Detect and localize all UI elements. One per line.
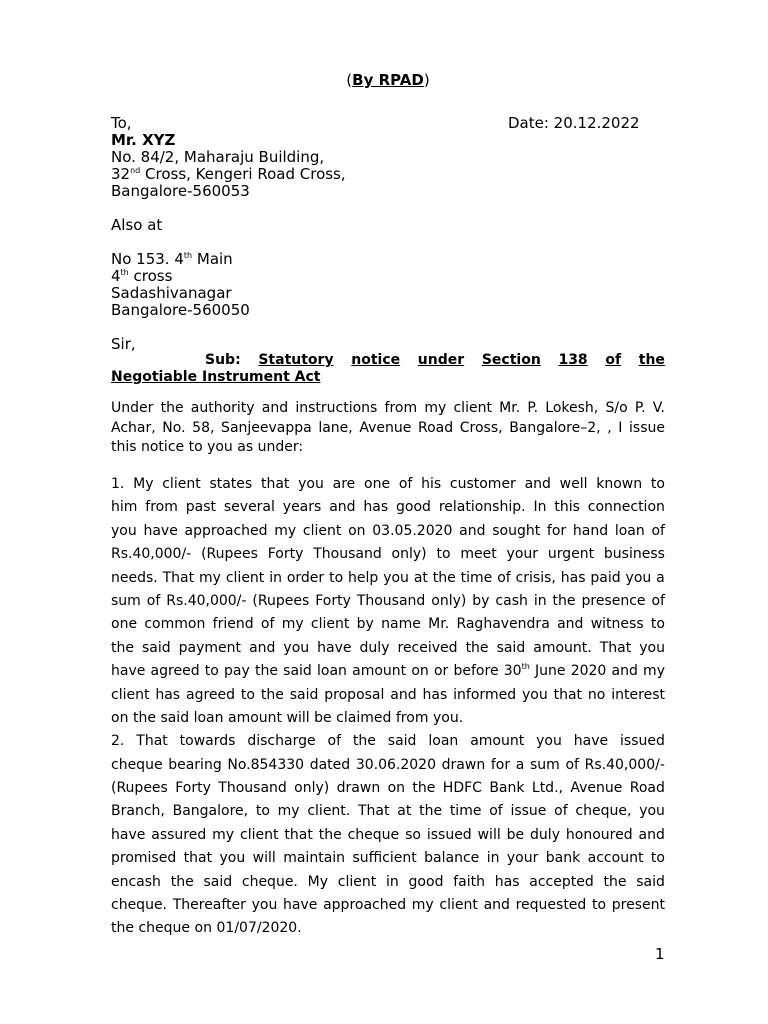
paragraph-2-line: cheque bearing No.854330 dated 30.06.2020 drawn for a sum of Rs.40,000/- (111, 756, 665, 773)
address-line: No. 84/2, Maharaju Building, (111, 148, 325, 166)
paragraph-1-line: you have approached my client on 03.05.2020 and sought for hand loan of (111, 522, 665, 539)
subject-label: Sub: (205, 352, 241, 368)
notice-body (111, 473, 665, 941)
subject-block (111, 352, 665, 386)
paragraph-2-line: 2. That towards discharge of the said loan amount you have issued (111, 733, 665, 750)
page-number: 1 (655, 945, 665, 963)
to-label: To, (111, 114, 132, 132)
address-line: 32nd Cross, Kengeri Road Cross, (111, 165, 346, 183)
paragraph-1-line: 1. My client states that you are one of his customer and well known to (111, 476, 665, 492)
paragraph-1-line: have agreed to pay the said loan amount on or before 30th June 2020 and my (111, 662, 665, 680)
paragraph-1-line: one common friend of my client by name Mr. Raghavendra and witness to (111, 616, 665, 633)
paragraph-2-line: encash the said cheque. My client in good faith has accepted the said (111, 873, 665, 890)
paragraph-2-line: the cheque on 01/07/2020. (111, 920, 302, 937)
address-line: Sadashivanagar (111, 284, 232, 302)
by-rpad-label: By RPAD (352, 71, 424, 89)
also-at-label: Also at (111, 216, 163, 234)
addressee-block (111, 132, 665, 200)
paragraph-1-line: sum of Rs.40,000/- (Rupees Forty Thousand only) by cash in the presence of (111, 592, 665, 609)
address-line: Bangalore-560053 (111, 182, 250, 200)
address-line: Bangalore-560050 (111, 301, 250, 319)
salutation: Sir, (111, 335, 136, 353)
paragraph-2-line: promised that you will maintain sufficient balance in your bank account to (111, 850, 665, 867)
paragraph-1-line: client has agreed to the said proposal and has informed you that no interest (111, 686, 665, 703)
paragraph-1-line: him from past several years and has good relationship. In this connection (111, 499, 665, 516)
paragraph-2-line: have assured my client that the cheque so issued will be duly honoured and (111, 826, 665, 843)
paragraph-1-line: the said payment and you have duly received the said amount. That you (111, 639, 665, 656)
to-date-row (111, 115, 665, 132)
paragraph-1-line: Rs.40,000/- (Rupees Forty Thousand only) to meet your urgent business (111, 546, 665, 563)
paragraph-2-line: cheque. Thereafter you have approached my client and requested to present (111, 897, 665, 914)
intro-paragraph: Under the authority and instructions from my client Mr. P. Lokesh, S/o P. V. Achar, No. 58, Sanjeevappa lane, Avenue Road Cross, Bangalore–2, , I issue this notice to you as under: (111, 400, 665, 455)
paragraph-1-line: on the said loan amount will be claimed from you. (111, 709, 464, 726)
alternate-address-block (111, 251, 665, 319)
address-line: No 153. 4th Main (111, 250, 233, 268)
paragraph-2-line: Branch, Bangalore, to my client. That at the time of issue of cheque, you (111, 803, 665, 820)
letter-date: Date: 20.12.2022 (508, 114, 640, 132)
addressee-name: Mr. XYZ (111, 131, 176, 149)
delivery-mode-header: (By RPAD) (346, 71, 430, 89)
paragraph-1-line: needs. That my client in order to help you at the time of crisis, has paid you a (111, 569, 665, 586)
address-line: 4th cross (111, 267, 173, 285)
subject-line-2: Negotiable Instrument Act (111, 369, 321, 385)
paragraph-2-line: (Rupees Forty Thousand only) drawn on the HDFC Bank Ltd., Avenue Road (111, 780, 665, 797)
subject-line-1: Sub: Statutory notice under Section 138 of the (205, 352, 665, 368)
